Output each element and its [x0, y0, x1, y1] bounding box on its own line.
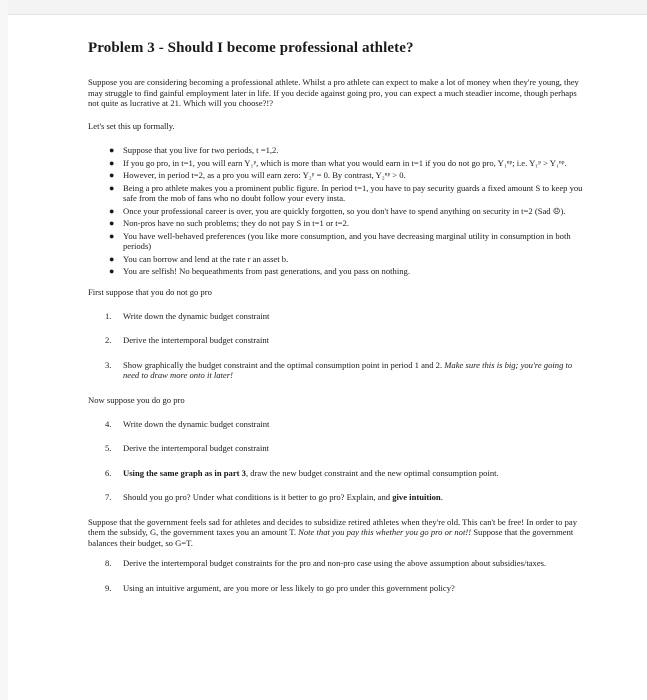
bullet-icon: ●	[109, 182, 115, 193]
intro-paragraph: Suppose you are considering becoming a professional athlete. Whilst a pro athlete can expect to make a lot of money when they're young, they may struggle to find gainful employment later in life. If you decide against going pro, you can expect a much steadier income, though perhaps not quite as lucrative at 21. Which will you choose?!?	[88, 77, 579, 108]
question-item: 7. Should you go pro? Under what conditions is it better to go pro? Explain, and give intuition.	[105, 492, 443, 502]
question-note: Make sure this is big; you're going to need to draw more onto it later!	[123, 359, 573, 380]
subsidy-paragraph: Suppose that the government feels sad for athletes and decides to subsidize retired athletes when they're old. This can't be free! In order to pay them the subsidy, G, the government taxes you an amount T. Note that you pay this whether you go pro or not!! Suppose that the government balances their budget, so G=T.	[88, 516, 578, 548]
assumption-item: ● You are selfish! No bequeathments from past generations, and you pass on nothing.	[109, 266, 410, 276]
assumption-item: ● However, in period t=2, as a pro you will earn zero: Y₂ᵖ = 0. By contrast, Y₂ⁿᵖ > 0.	[109, 170, 406, 180]
problem-title: Problem 3 - Should I become professional athlete?	[88, 40, 414, 56]
question-item: 1. Write down the dynamic budget constraint	[105, 310, 270, 321]
question-item: 3. Show graphically the budget constraint and the optimal consumption point in period 1 and 2. Make sure this is big; you're going to need to draw more onto it later!	[105, 359, 573, 380]
assumption-item: ● If you go pro, in t=1, you will earn Y₁ᵖ, which is more than what you would earn in t=1 if you do not go pro, Y₁ⁿᵖ; i.e. Y₁ᵖ > Y₁ⁿᵖ.	[109, 157, 567, 168]
bullet-icon: ●	[109, 205, 115, 216]
assumption-item: ● Suppose that you live for two periods, t =1,2.	[109, 145, 279, 155]
subsidy-note: Note that you pay this whether you go pro or not!!	[298, 527, 472, 537]
bullet-icon: ●	[109, 253, 115, 264]
assumption-item: ● Once your professional career is over, you are quickly forgotten, so you don't have to spend anything on security in t=2 (Sad ☹).	[109, 205, 566, 216]
question-item: 4. Write down the dynamic budget constraint	[105, 418, 270, 429]
section-heading-no-pro: First suppose that you do not go pro	[88, 286, 212, 297]
question-list-subsidy	[85, 558, 585, 593]
top-margin	[0, 0, 647, 15]
bullet-icon: ●	[109, 218, 115, 228]
bullet-icon: ●	[109, 145, 115, 155]
question-item: 9. Using an intuitive argument, are you more or less likely to go pro under this government policy?	[105, 582, 455, 593]
assumption-item: ● You can borrow and lend at the rate r an asset b.	[109, 253, 289, 264]
setup-line: Let's set this up formally.	[88, 120, 175, 131]
question-item: 2. Derive the intertemporal budget constraint	[105, 335, 270, 345]
bullet-icon: ●	[109, 157, 115, 168]
question-item: 6. Using the same graph as in part 3, draw the new budget constraint and the new optimal consumption point.	[105, 467, 499, 478]
assumption-list	[85, 145, 585, 277]
question-list-pro	[85, 419, 585, 503]
assumption-item: ● You have well-behaved preferences (you like more consumption, and you have decreasing marginal utility in consumption in both periods)	[109, 230, 571, 251]
section-heading-pro: Now suppose you do go pro	[88, 394, 185, 405]
question-item: 5. Derive the intertemporal budget constraint	[105, 443, 270, 453]
bullet-icon: ●	[109, 266, 115, 276]
bullet-icon: ●	[109, 230, 115, 241]
document-body	[85, 40, 585, 607]
question-item: 8. Derive the intertemporal budget constraints for the pro and non-pro case using the above assumption about subsidies/taxes.	[105, 558, 547, 568]
question-list-no-pro	[85, 311, 585, 381]
assumption-item: ● Non-pros have no such problems; they do not pay S in t=1 or t=2.	[109, 218, 349, 228]
bullet-icon: ●	[109, 170, 115, 180]
assumption-item: ● Being a pro athlete makes you a prominent public figure. In period t=1, you have to pay security guards a fixed amount S to keep you safe from the mob of fans who no doubt follow your every insta.	[109, 182, 583, 203]
left-margin	[0, 0, 8, 700]
